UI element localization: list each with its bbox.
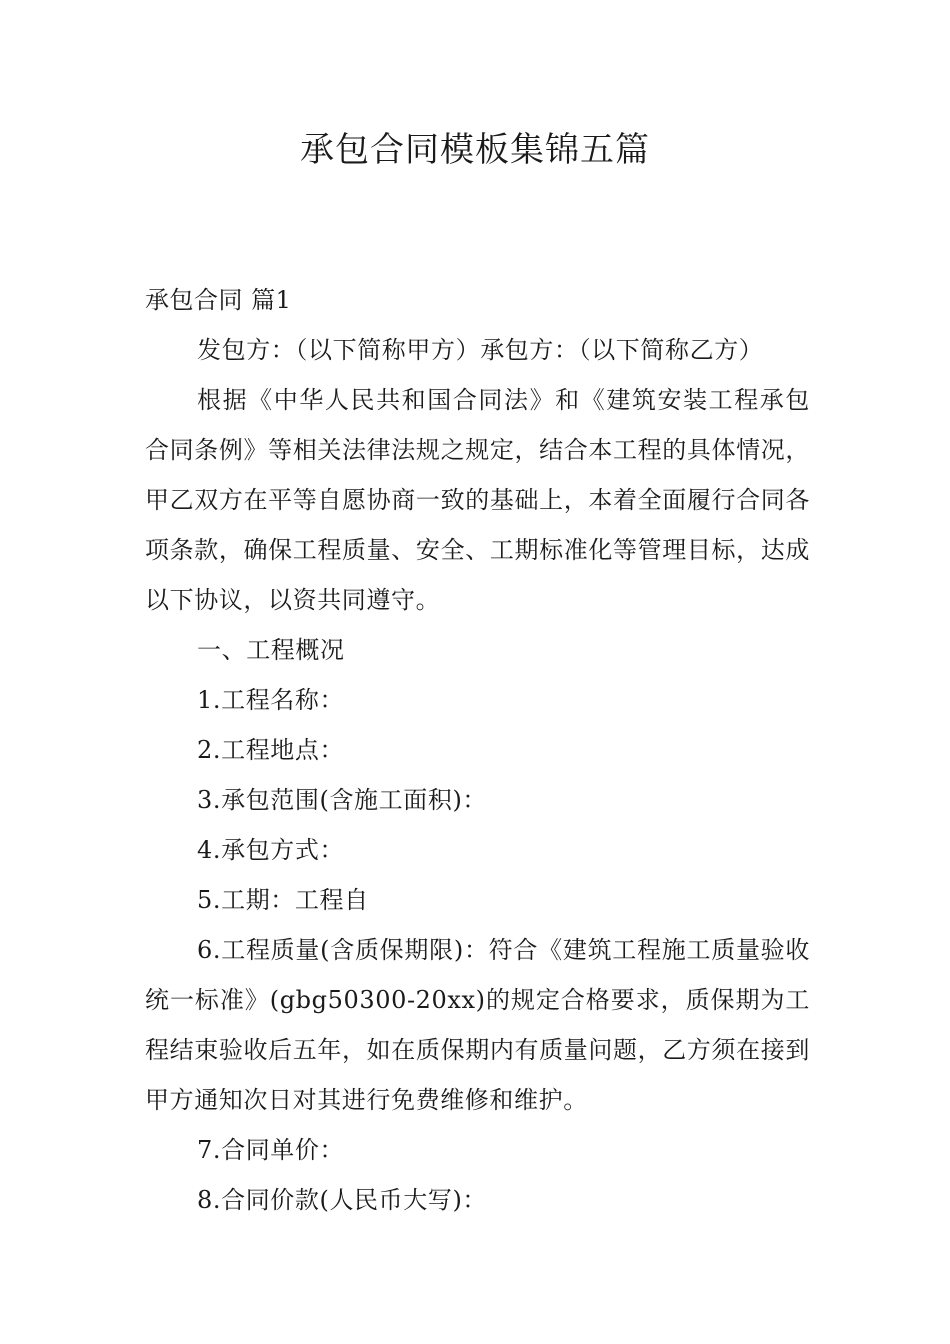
list-item-project-location: 2.工程地点： [197,736,345,764]
list-item-unit-price: 7.合同单价： [197,1136,345,1164]
section-heading: 承包合同 篇1 [145,286,292,314]
paragraph-parties: 发包方：（以下简称甲方）承包方：（以下简称乙方） [197,336,764,364]
list-item-project-name: 1.工程名称： [197,686,345,714]
list-item-contract-price: 8.合同价款(人民币大写)： [197,1186,488,1214]
list-item-scope: 3.承包范围(含施工面积)： [197,786,488,814]
document-body [145,325,810,1225]
list-item-quality: 6.工程质量(含质保期限)：符合《建筑工程施工质量验收统一标准》(gbg50300-20xx)的规定合格要求，质保期为工程结束验收后五年，如在质保期内有质量问题，乙方须在接到甲方通知次日对其进行免费维修和维护。 [145,936,810,1114]
document-title: 承包合同模板集锦五篇 [300,130,650,170]
paragraph-section-overview: 一、工程概况 [197,636,345,664]
paragraph-preamble: 根据《中华人民共和国合同法》和《建筑安装工程承包合同条例》等相关法律法规之规定，结合本工程的具体情况，甲乙双方在平等自愿协商一致的基础上，本着全面履行合同各项条款，确保工程质量、安全、工期标准化等管理目标，达成以下协议，以资共同遵守。 [145,386,810,614]
list-item-duration: 5.工期：工程自 [197,886,369,914]
list-item-method: 4.承包方式： [197,836,345,864]
